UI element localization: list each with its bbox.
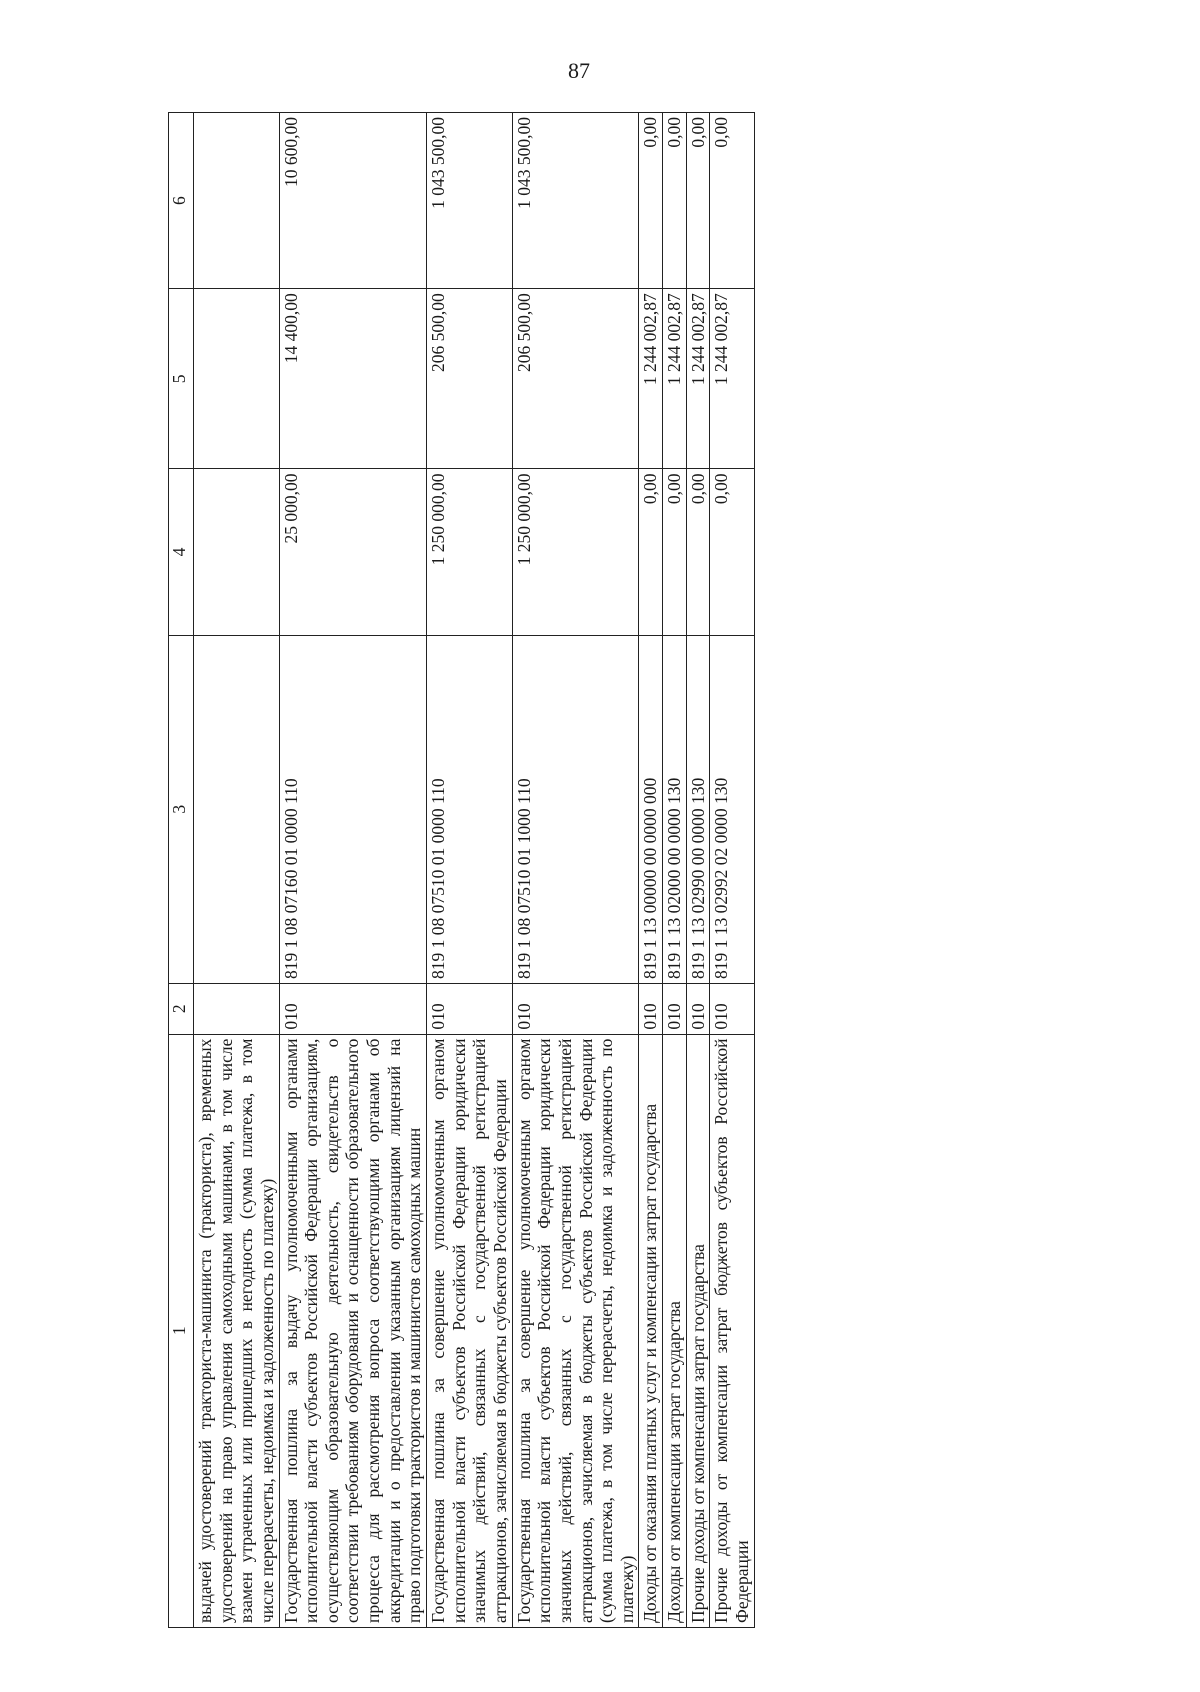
- rotated-table-area: [168, 112, 1090, 1628]
- row-line-code: 010: [663, 983, 687, 1034]
- row-line-code: 010: [427, 983, 513, 1034]
- rotated-table-frame: [168, 112, 1090, 1628]
- row-approved-amount: 0,00: [639, 469, 663, 635]
- row-executed-amount: 1 244 002,87: [710, 289, 754, 469]
- row-unexecuted-amount: 0,00: [639, 113, 663, 289]
- row-line-code: [194, 983, 280, 1034]
- table-row: [710, 113, 754, 1628]
- row-executed-amount: 14 400,00: [279, 289, 426, 469]
- row-unexecuted-amount: [194, 113, 280, 289]
- row-unexecuted-amount: 0,00: [710, 113, 754, 289]
- row-description: Прочие доходы от компенсации затрат государства: [686, 1034, 710, 1627]
- table-row: [512, 113, 639, 1628]
- row-unexecuted-amount: 10 600,00: [279, 113, 426, 289]
- table-row: [427, 113, 513, 1628]
- table-row: [686, 113, 710, 1628]
- row-description: Прочие доходы от компенсации затрат бюджетов субъектов Российской Федерации: [710, 1034, 754, 1627]
- row-description: Государственная пошлина за выдачу уполномоченными органами исполнительной власти субъектов Российской Федерации организациям, осуществляющим образовательную деятельность, свидетельств о соответствии требованиям оборудования и оснащенности образовательного процесса для рассмотрения вопроса соответствующими органами об аккредитации и о предоставлении указанным организациям лицензий на право подготовки трактористов и машинистов самоходных машин: [279, 1034, 426, 1627]
- row-budget-code: 819 1 13 00000 00 0000 000: [639, 635, 663, 983]
- row-approved-amount: 25 000,00: [279, 469, 426, 635]
- row-budget-code: [194, 635, 280, 983]
- table-row: [194, 113, 280, 1628]
- header-cell: 4: [169, 469, 194, 635]
- table-row: [663, 113, 687, 1628]
- row-budget-code: 819 1 08 07510 01 0000 110: [427, 635, 513, 983]
- row-description: Государственная пошлина за совершение уполномоченным органом исполнительной власти субъектов Российской Федерации юридически значимых действий, связанных с государственной регистрацией аттракционов, зачисляемая в бюджеты субъектов Российской Федерации (сумма платежа, в том числе перерасчеты, недоимка и задолженность по платежу): [512, 1034, 639, 1627]
- row-line-code: 010: [710, 983, 754, 1034]
- row-line-code: 010: [279, 983, 426, 1034]
- header-cell: 6: [169, 113, 194, 289]
- row-executed-amount: 206 500,00: [427, 289, 513, 469]
- row-unexecuted-amount: 1 043 500,00: [512, 113, 639, 289]
- row-line-code: 010: [686, 983, 710, 1034]
- page-number: 87: [568, 58, 590, 83]
- row-approved-amount: 1 250 000,00: [512, 469, 639, 635]
- row-budget-code: 819 1 13 02992 02 0000 130: [710, 635, 754, 983]
- header-cell: 3: [169, 635, 194, 983]
- table-header-row: [169, 113, 194, 1628]
- row-budget-code: 819 1 08 07160 01 0000 110: [279, 635, 426, 983]
- row-approved-amount: [194, 469, 280, 635]
- header-cell: 2: [169, 983, 194, 1034]
- row-budget-code: 819 1 13 02990 00 0000 130: [686, 635, 710, 983]
- row-approved-amount: 0,00: [710, 469, 754, 635]
- table-row: [639, 113, 663, 1628]
- row-approved-amount: 0,00: [686, 469, 710, 635]
- row-line-code: 010: [639, 983, 663, 1034]
- row-unexecuted-amount: 0,00: [663, 113, 687, 289]
- row-executed-amount: 206 500,00: [512, 289, 639, 469]
- row-description: Доходы от оказания платных услуг и компенсации затрат государства: [639, 1034, 663, 1627]
- header-cell: 5: [169, 289, 194, 469]
- row-unexecuted-amount: 1 043 500,00: [427, 113, 513, 289]
- row-executed-amount: 1 244 002,87: [663, 289, 687, 469]
- row-unexecuted-amount: 0,00: [686, 113, 710, 289]
- row-description: Доходы от компенсации затрат государства: [663, 1034, 687, 1627]
- header-cell: 1: [169, 1034, 194, 1627]
- row-budget-code: 819 1 08 07510 01 1000 110: [512, 635, 639, 983]
- row-executed-amount: [194, 289, 280, 469]
- table-row: [279, 113, 426, 1628]
- row-description: Государственная пошлина за совершение уполномоченным органом исполнительной власти субъектов Российской Федерации юридически значимых действий, связанных с государственной регистрацией аттракционов, зачисляемая в бюджеты субъектов Российской Федерации: [427, 1034, 513, 1627]
- row-budget-code: 819 1 13 02000 00 0000 130: [663, 635, 687, 983]
- row-description: выдачей удостоверений тракториста-машиниста (тракториста), временных удостоверений на право управления самоходными машинами, в том числе взамен утраченных или пришедших в негодность (сумма платежа, в том числе перерасчеты, недоимка и задолженность по платежу): [194, 1034, 280, 1627]
- row-executed-amount: 1 244 002,87: [686, 289, 710, 469]
- row-approved-amount: 1 250 000,00: [427, 469, 513, 635]
- revenue-table: [168, 112, 755, 1628]
- row-approved-amount: 0,00: [663, 469, 687, 635]
- row-line-code: 010: [512, 983, 639, 1034]
- row-executed-amount: 1 244 002,87: [639, 289, 663, 469]
